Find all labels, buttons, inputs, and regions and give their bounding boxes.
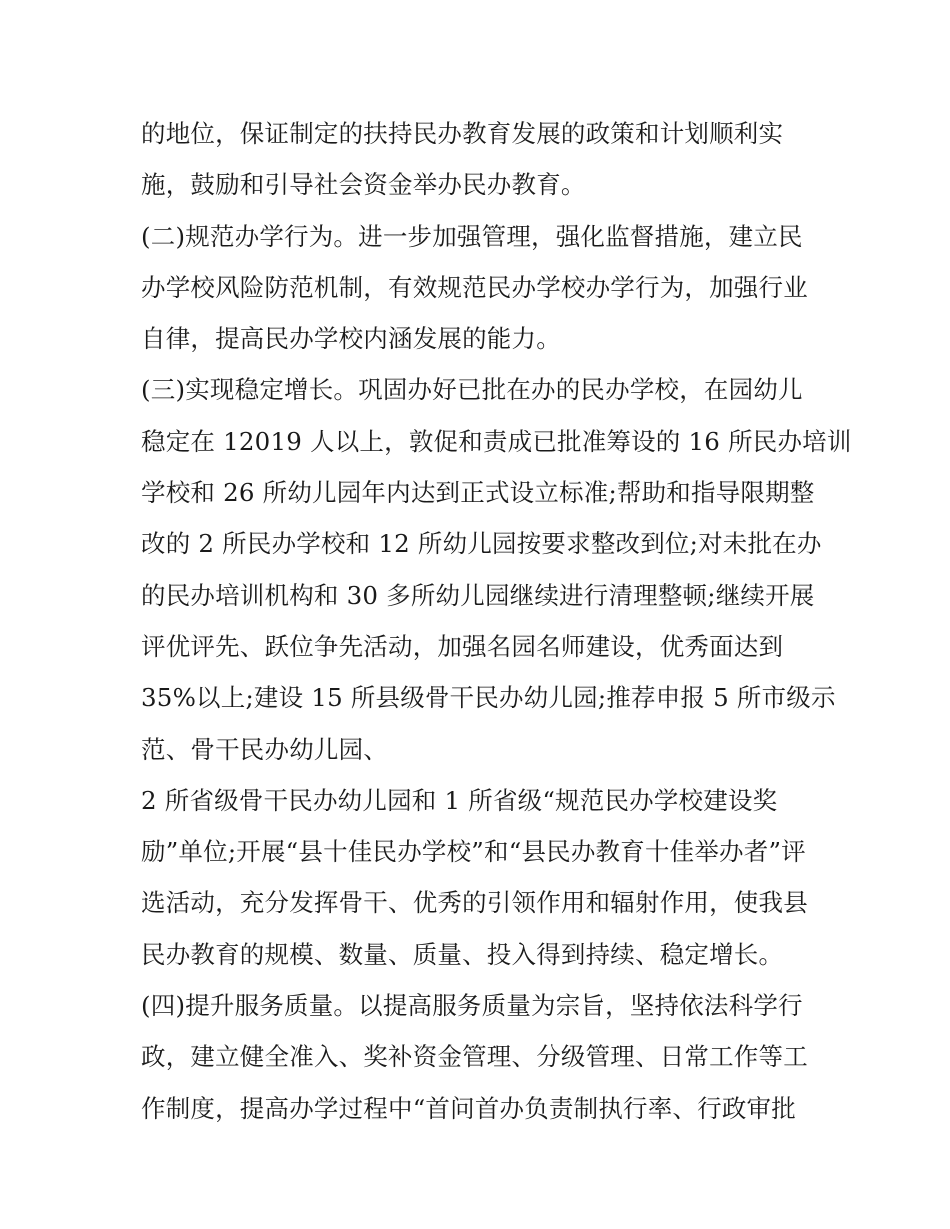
text-line: 范、骨干民办幼儿园、: [141, 734, 388, 764]
text-line: 的民办培训机构和 30 多所幼儿园继续进行清理整顿;继续开展: [141, 580, 815, 610]
text-line: 稳定在 12019 人以上，敦促和责成已批准筹设的 16 所民办培训: [141, 426, 852, 456]
text-line: 民办教育的规模、数量、质量、投入得到持续、稳定增长。: [141, 939, 784, 969]
text-line: 施，鼓励和引导社会资金举办民办教育。: [141, 170, 586, 200]
document-body: [141, 108, 852, 1134]
text-line: 作制度，提高办学过程中“首问首办负责制执行率、行政审批: [141, 1093, 796, 1123]
text-line: 学校和 26 所幼儿园年内达到正式设立标准;帮助和指导限期整: [141, 478, 815, 508]
text-line: (三)实现稳定增长。巩固办好已批在办的民办学校，在园幼儿: [141, 375, 803, 405]
text-line: 办学校风险防范机制，有效规范民办学校办学行为，加强行业: [141, 272, 808, 302]
text-line: 自律，提高民办学校内涵发展的能力。: [141, 324, 561, 354]
text-line: 35%以上;建设 15 所县级骨干民办幼儿园;推荐申报 5 所市级示: [141, 683, 836, 713]
text-line: 选活动，充分发挥骨干、优秀的引领作用和辐射作用，使我县: [141, 888, 808, 918]
text-line: 2 所省级骨干民办幼儿园和 1 所省级“规范民办学校建设奖: [141, 785, 778, 815]
text-line: 的地位，保证制定的扶持民办教育发展的政策和计划顺利实: [141, 119, 784, 148]
text-line: 政，建立健全准入、奖补资金管理、分级管理、日常工作等工: [141, 1042, 808, 1072]
text-line: (四)提升服务质量。以提高服务质量为宗旨，坚持依法科学行: [141, 991, 803, 1021]
text-line: 改的 2 所民办学校和 12 所幼儿园按要求整改到位;对未批在办: [141, 529, 822, 559]
text-line: 励”单位;开展“县十佳民办学校”和“县民办教育十佳举办者”评: [141, 837, 806, 867]
text-line: (二)规范办学行为。进一步加强管理，强化监督措施，建立民: [141, 221, 803, 251]
text-line: 评优评先、跃位争先活动，加强名园名师建设，优秀面达到: [141, 631, 784, 661]
